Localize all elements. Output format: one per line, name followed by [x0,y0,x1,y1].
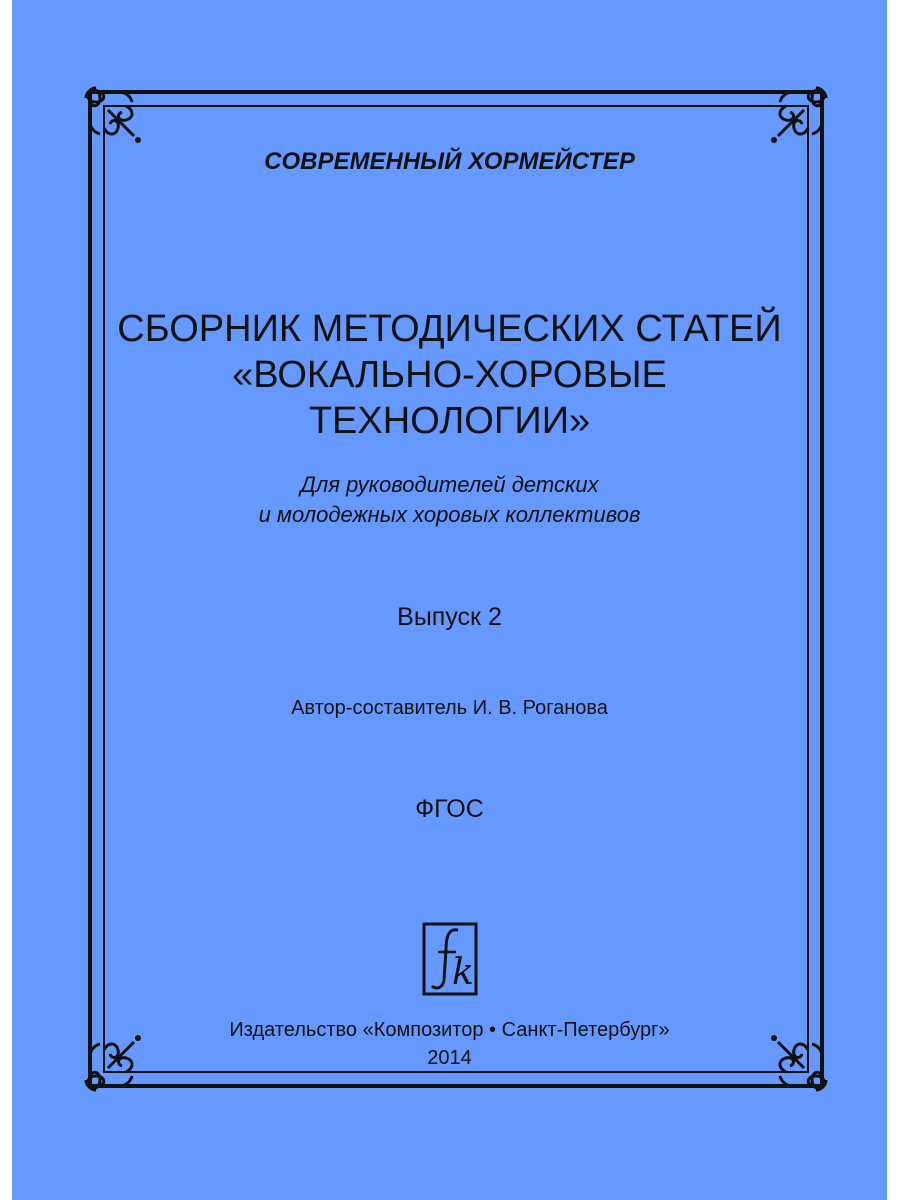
book-subtitle [12,470,887,530]
ornament-corner-icon [86,88,141,143]
subtitle-line: и молодежных хоровых коллективов [258,502,641,527]
publisher-logo-icon [422,922,478,996]
series-title: СОВРЕМЕННЫЙ ХОРМЕЙСТЕР [264,148,635,175]
publication-year: 2014 [427,1047,472,1069]
book-title [12,306,887,444]
publisher-name: Издательство «Композитор • Санкт-Петербург» [229,1019,670,1041]
title-line: ТЕХНОЛОГИИ» [308,400,591,442]
publisher-block [12,1016,887,1072]
author-credit: Автор-составитель И. В. Роганова [291,697,608,719]
issue-number: Выпуск 2 [397,603,502,631]
title-line: «ВОКАЛЬНО-ХОРОВЫЕ [232,354,667,396]
logo-letter: k [452,952,474,993]
subtitle-line: Для руководителей детских [300,472,599,497]
ornament-corner-icon [771,88,826,143]
book-cover [12,0,887,1200]
standard-label: ФГОС [415,795,484,823]
title-line: СБОРНИК МЕТОДИЧЕСКИХ СТАТЕЙ [117,308,782,350]
